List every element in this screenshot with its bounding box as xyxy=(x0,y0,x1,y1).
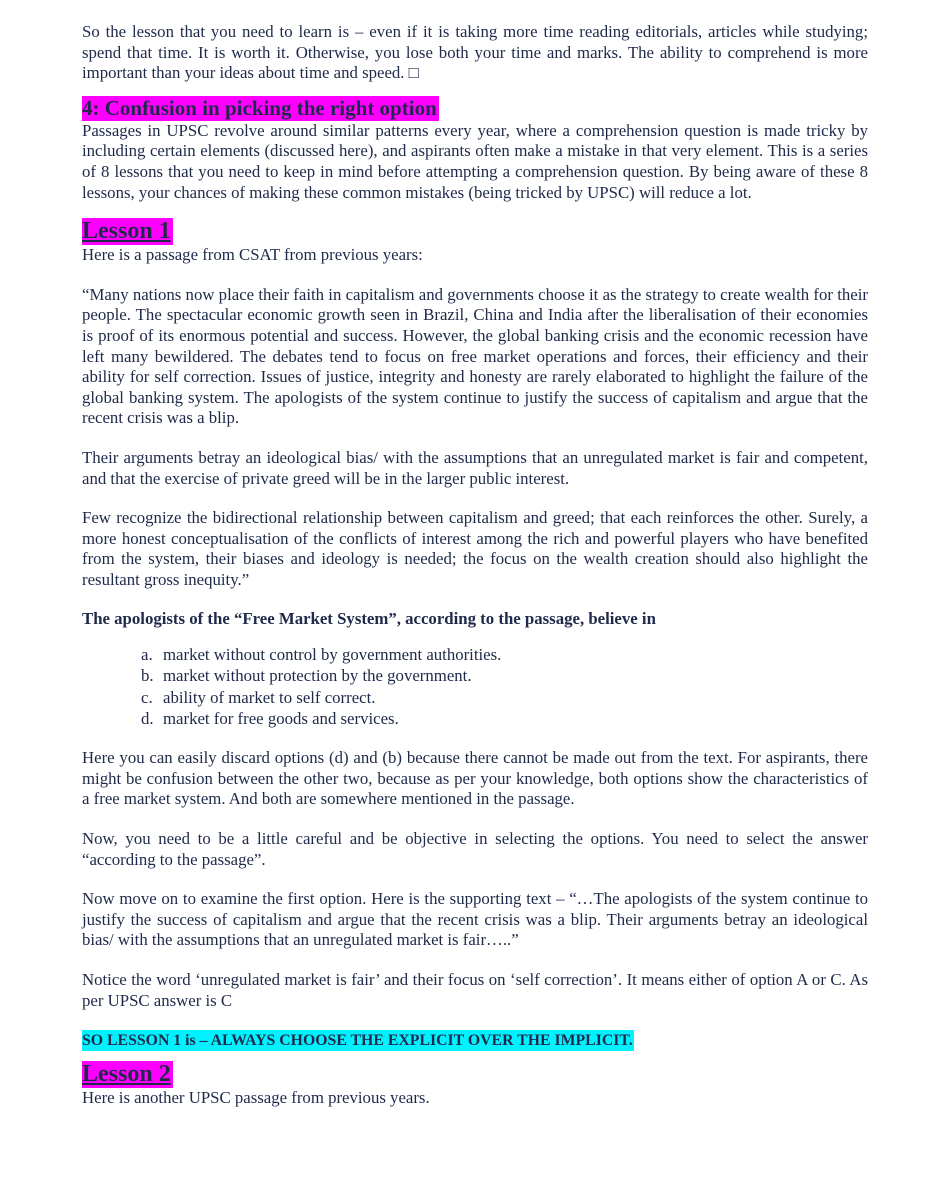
option-text: market without protection by the government. xyxy=(163,666,472,686)
passage-paragraph: Few recognize the bidirectional relationship between capitalism and greed; that each reinforces the other. Surely, a more honest conceptualisation of the conflicts of interest among the rich and powerful players who have benefited from the system, their biases and ideology is needed; the focus on the wealth creation should also highlight the resultant gross inequity.” xyxy=(82,508,868,589)
lesson1-intro: Here is a passage from CSAT from previous years: xyxy=(82,245,423,265)
option-text: market without control by government authorities. xyxy=(163,645,502,665)
option-text: market for free goods and services. xyxy=(163,708,399,728)
option-marker: d. xyxy=(141,708,154,728)
options-list xyxy=(82,644,868,729)
option-marker: c. xyxy=(141,687,153,707)
lesson2-heading: Lesson 2 xyxy=(82,1061,171,1088)
section-paragraph: Passages in UPSC revolve around similar patterns every year, where a comprehension question is made tricky by including certain elements (discussed here), and aspirants often make a mistake in that very element. This is a series of 8 lessons that you need to keep in mind before attempting a comprehension question. By being aware of these 8 lessons, your chances of making these common mistakes (being tricked by UPSC) will reduce a lot. xyxy=(82,120,868,202)
lesson2-intro: Here is another UPSC passage from previous years. xyxy=(82,1088,430,1108)
page-content xyxy=(82,22,868,1109)
analysis-paragraph: Now, you need to be a little careful and be objective in selecting the options. You need to select the answer “according to the passage”. xyxy=(82,829,868,869)
option-marker: a. xyxy=(141,645,153,665)
option-marker: b. xyxy=(141,666,154,686)
lesson1-takeaway: SO LESSON 1 is – ALWAYS CHOOSE THE EXPLICIT OVER THE IMPLICIT. xyxy=(82,1032,633,1050)
option-item xyxy=(141,708,868,729)
option-text: ability of market to self correct. xyxy=(163,687,376,707)
analysis-paragraph: Now move on to examine the first option. Here is the supporting text – “…The apologists of the system continue to justify the success of capitalism and argue that the recent crisis was a blip. Their arguments betray an ideological bias/ with the assumptions that an unregulated market is fair…..” xyxy=(82,889,868,950)
intro-paragraph: So the lesson that you need to learn is – even if it is taking more time reading editorials, articles while studying; spend that time. It is worth it. Otherwise, you lose both your time and marks. The ability to comprehend is more important than your ideas about time and speed. □ xyxy=(82,22,868,83)
option-item xyxy=(141,687,868,708)
lesson1-heading: Lesson 1 xyxy=(82,218,171,245)
option-item xyxy=(141,665,868,686)
question-text: The apologists of the “Free Market System”, according to the passage, believe in xyxy=(82,609,656,629)
option-item xyxy=(141,644,868,665)
analysis-paragraph: Notice the word ‘unregulated market is fair’ and their focus on ‘self correction’. It means either of option A or C. As per UPSC answer is C xyxy=(82,970,868,1010)
analysis-paragraph: Here you can easily discard options (d) and (b) because there cannot be made out from the text. For aspirants, there might be confusion between the other two, because as per your knowledge, both options show the characteristics of a free market system. And both are somewhere mentioned in the passage. xyxy=(82,748,868,809)
section-heading: 4: Confusion in picking the right option xyxy=(82,95,437,120)
passage-paragraph: Their arguments betray an ideological bias/ with the assumptions that an unregulated market is fair and competent, and that the exercise of private greed will be in the larger public interest. xyxy=(82,447,868,488)
passage-paragraph: “Many nations now place their faith in capitalism and governments choose it as the strategy to create wealth for their people. The spectacular economic growth seen in Brazil, China and India after the liberalisation of their economies is proof of its enormous potential and success. However, the global banking crisis and the economic recession have left many bewildered. The debates tend to focus on free market operations and forces, their efficiency and their ability for self correction. Issues of justice, integrity and honesty are rarely elaborated to highlight the failure of the global banking system. The apologists of the system continue to justify the success of capitalism and argue that the recent crisis was a blip. xyxy=(82,284,868,428)
